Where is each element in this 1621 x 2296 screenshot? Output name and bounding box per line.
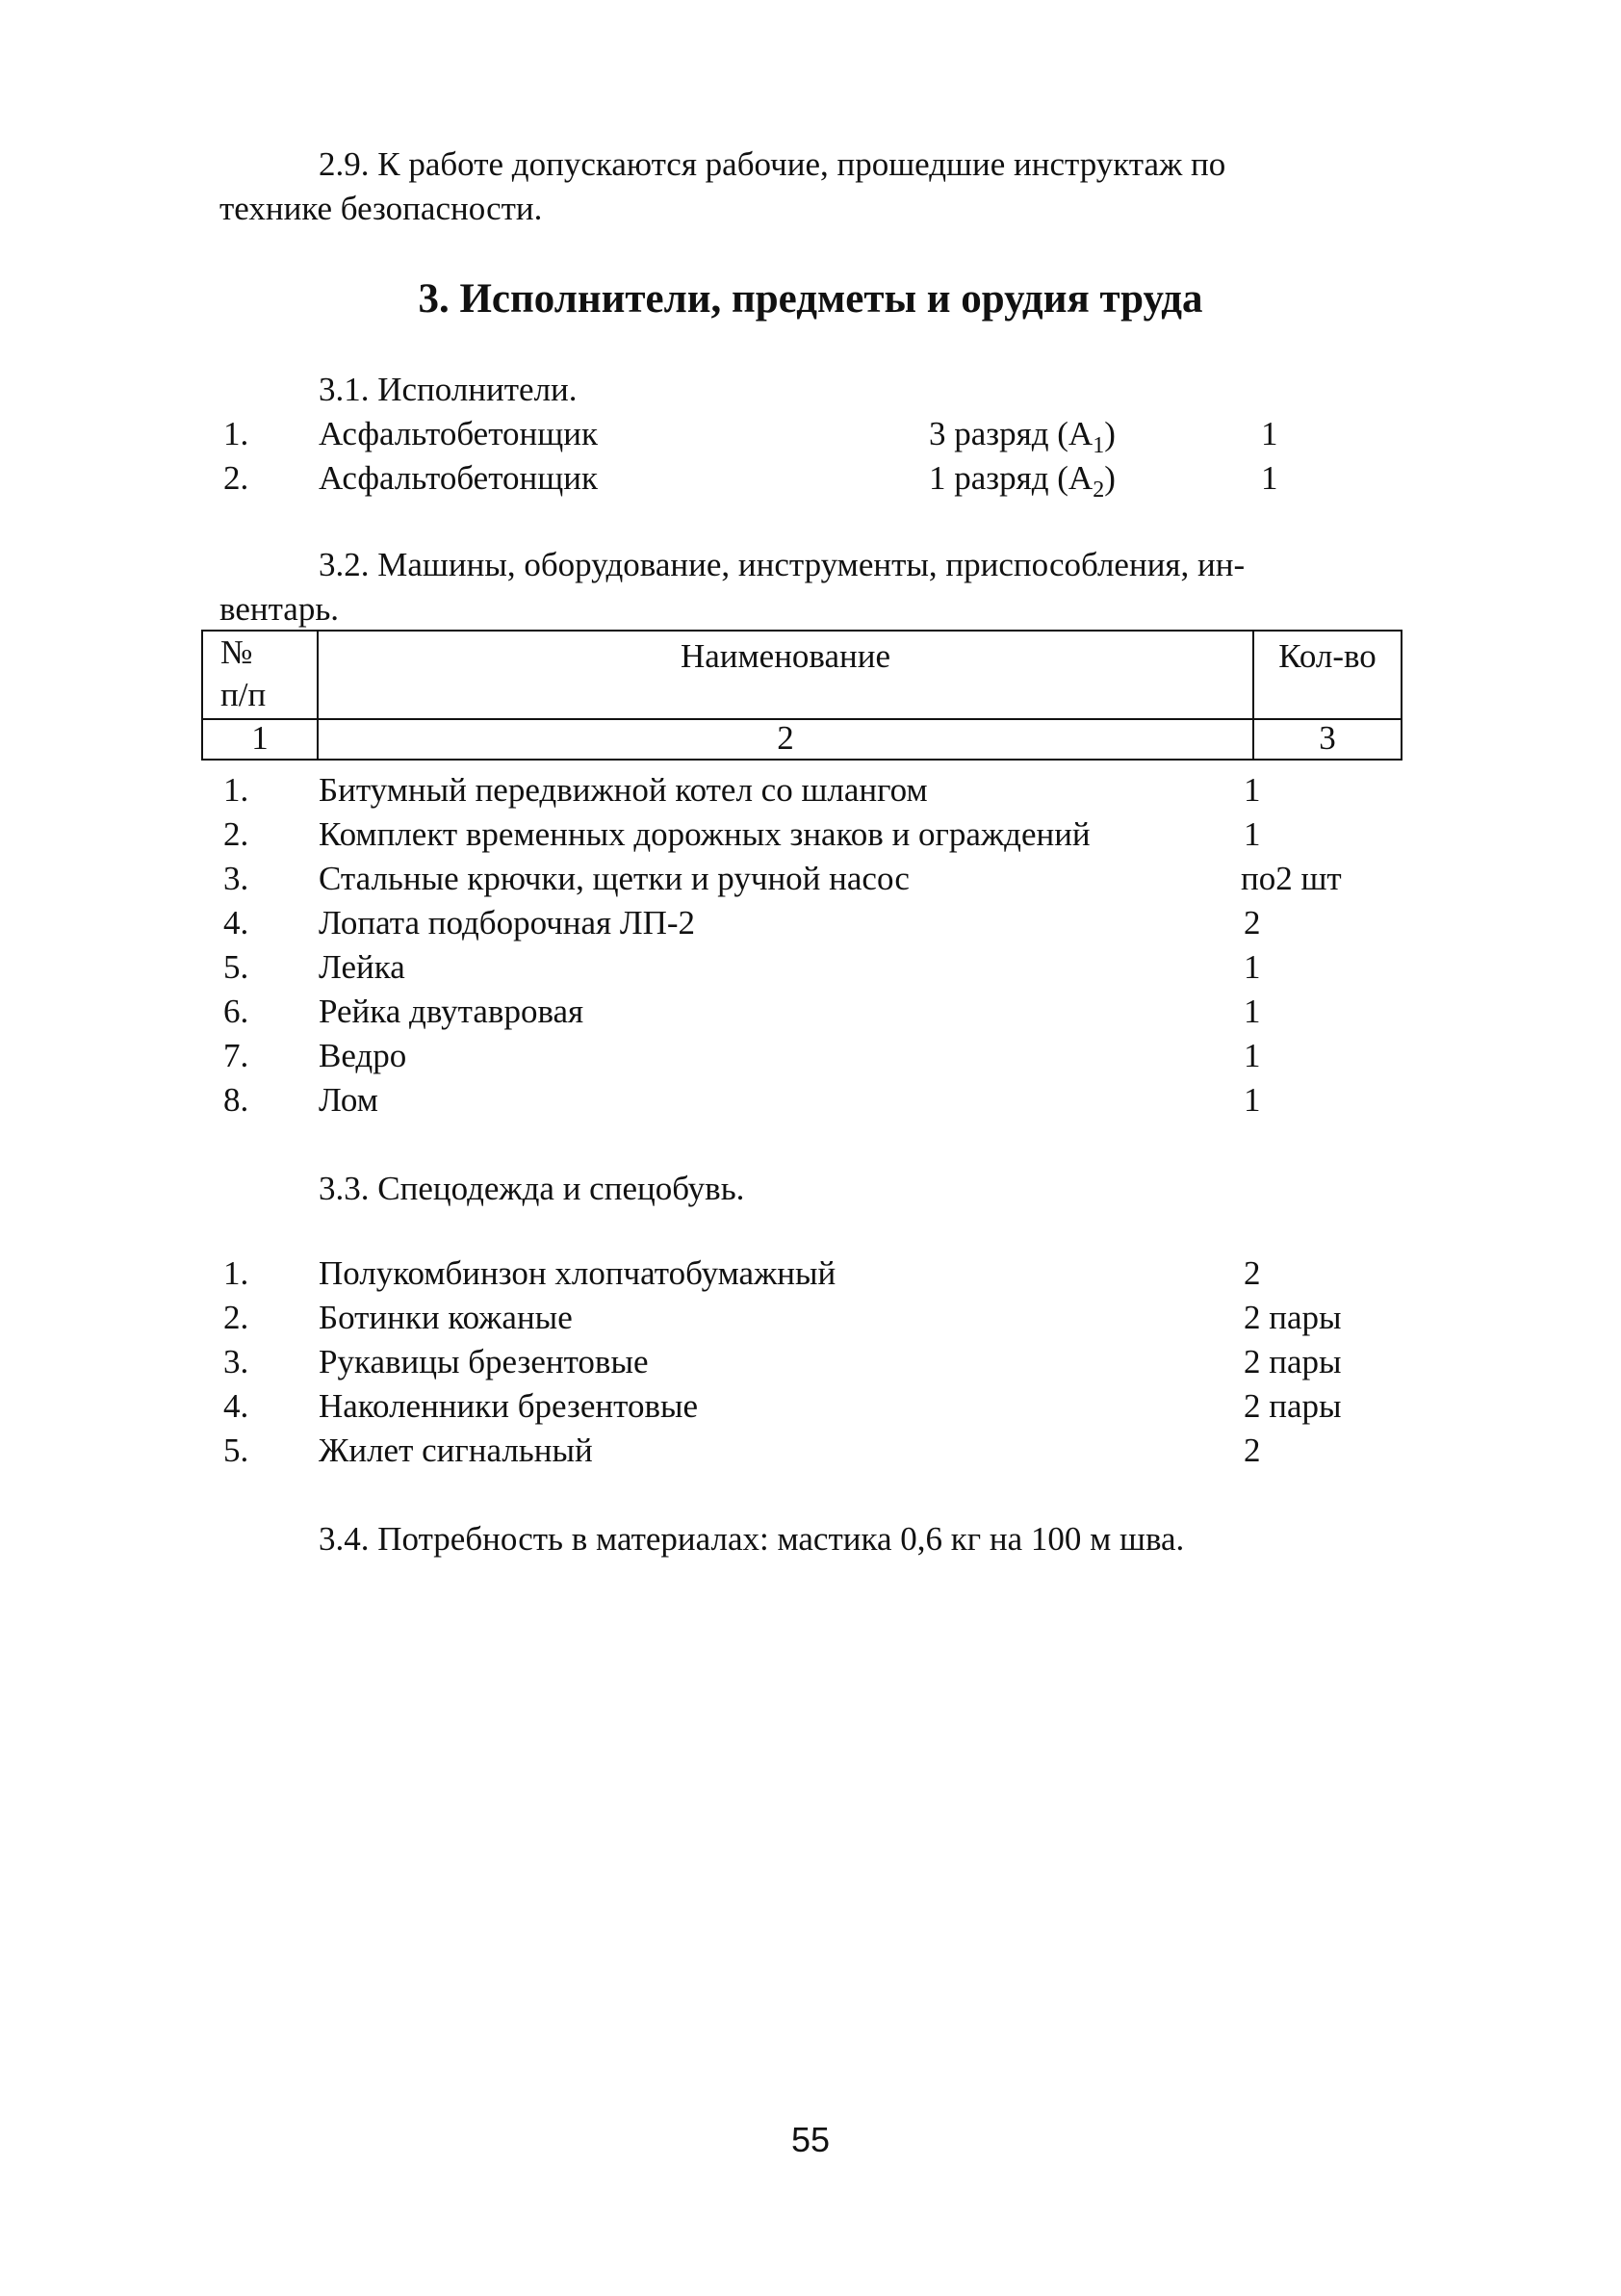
row-number: 1. <box>223 415 249 452</box>
item-name: Полукомбинзон хлопчатобумажный <box>319 1254 836 1292</box>
table-header-row <box>202 631 1402 719</box>
worker-qty: 1 <box>1261 459 1278 497</box>
col-index-2: 2 <box>318 719 1253 760</box>
list-item <box>223 1429 1427 1473</box>
list-item <box>223 1034 1427 1078</box>
row-number: 1. <box>223 771 249 809</box>
row-number: 3. <box>223 1343 249 1380</box>
item-qty: 2 пары <box>1244 1387 1342 1425</box>
paragraph-3-2 <box>219 543 1384 632</box>
list-item <box>223 1296 1427 1340</box>
row-number: 1. <box>223 1254 249 1292</box>
item-name: Жилет сигнальный <box>319 1432 593 1469</box>
list-item <box>223 1340 1427 1384</box>
worker-name: Асфальтобетонщик <box>319 459 598 497</box>
row-number: 5. <box>223 1432 249 1469</box>
item-qty: 2 <box>1244 1254 1261 1292</box>
item-name: Битумный передвижной котел со шлангом <box>319 771 928 809</box>
list-item <box>223 1251 1427 1296</box>
worker-row <box>223 412 1427 456</box>
row-number: 4. <box>223 904 249 942</box>
col-header-number-line1: № <box>220 633 253 671</box>
item-qty: 1 <box>1244 771 1261 809</box>
list-item <box>223 1078 1427 1122</box>
item-name: Лопата подборочная ЛП-2 <box>319 904 696 942</box>
list-item <box>223 813 1427 857</box>
item-name: Лом <box>319 1081 378 1119</box>
row-number: 8. <box>223 1081 249 1119</box>
worker-qty: 1 <box>1261 415 1278 452</box>
item-name: Рукавицы брезентовые <box>319 1343 649 1380</box>
worker-grade: 1 разряд $(А_2)$ <box>929 459 1116 503</box>
equipment-table-header <box>201 630 1402 761</box>
col-header-qty: Кол-во <box>1253 631 1402 719</box>
list-item <box>223 1384 1427 1429</box>
item-qty: 2 пары <box>1244 1299 1342 1336</box>
item-qty: 1 <box>1244 1081 1261 1119</box>
item-qty: 1 <box>1244 815 1261 853</box>
row-number: 7. <box>223 1037 249 1074</box>
paragraph-2-9 <box>219 142 1384 231</box>
row-number: 2. <box>223 1299 249 1336</box>
col-index-1: 1 <box>202 719 318 760</box>
item-qty: по2 шт <box>1241 860 1342 897</box>
page-number: 55 <box>790 2120 831 2159</box>
item-name: Ведро <box>319 1037 407 1074</box>
list-item <box>223 945 1427 990</box>
list-item <box>223 901 1427 945</box>
item-name: Наколенники брезентовые <box>319 1387 699 1425</box>
table-index-row <box>202 719 1402 760</box>
item-qty: 1 <box>1244 993 1261 1030</box>
worker-row <box>223 456 1427 501</box>
section-3-3-heading: 3.3. Спецодежда и спецобувь. <box>319 1170 745 1207</box>
col-index-3: 3 <box>1253 719 1402 760</box>
item-qty: 1 <box>1244 1037 1261 1074</box>
col-header-number-line2: п/п <box>220 676 267 713</box>
item-qty: 2 пары <box>1244 1343 1342 1380</box>
list-item <box>223 857 1427 901</box>
paragraph-2-9-line1: 2.9. К работе допускаются рабочие, прошедшие инструктаж по <box>319 145 1226 183</box>
col-header-number <box>202 631 318 719</box>
row-number: 5. <box>223 948 249 986</box>
list-item <box>223 768 1427 813</box>
row-number: 2. <box>223 459 249 497</box>
row-number: 2. <box>223 815 249 853</box>
worker-grade: 3 разряд $(А_1)$ <box>929 415 1116 458</box>
col-header-name: Наименование <box>318 631 1253 719</box>
item-name: Стальные крючки, щетки и ручной насос <box>319 860 910 897</box>
item-qty: 2 <box>1244 904 1261 942</box>
item-qty: 1 <box>1244 948 1261 986</box>
worker-name: Асфальтобетонщик <box>319 415 598 452</box>
section-3-4-text: 3.4. Потребность в материалах: мастика 0,6 кг на 100 м шва. <box>319 1520 1185 1558</box>
row-number: 6. <box>223 993 249 1030</box>
paragraph-3-2-line2: вентарь. <box>219 590 340 628</box>
item-name: Ботинки кожаные <box>319 1299 573 1336</box>
row-number: 3. <box>223 860 249 897</box>
paragraph-3-2-line1: 3.2. Машины, оборудование, инструменты, приспособления, ин- <box>319 546 1246 583</box>
list-item <box>223 990 1427 1034</box>
item-qty: 2 <box>1244 1432 1261 1469</box>
section-3-1-heading: 3.1. Исполнители. <box>319 371 578 408</box>
paragraph-2-9-line2: технике безопасности. <box>219 190 543 227</box>
item-name: Комплект временных дорожных знаков и ограждений <box>319 815 1091 853</box>
item-name: Лейка <box>319 948 405 986</box>
item-name: Рейка двутавровая <box>319 993 584 1030</box>
section-3-title: 3. Исполнители, предметы и орудия труда <box>418 276 1203 322</box>
row-number: 4. <box>223 1387 249 1425</box>
